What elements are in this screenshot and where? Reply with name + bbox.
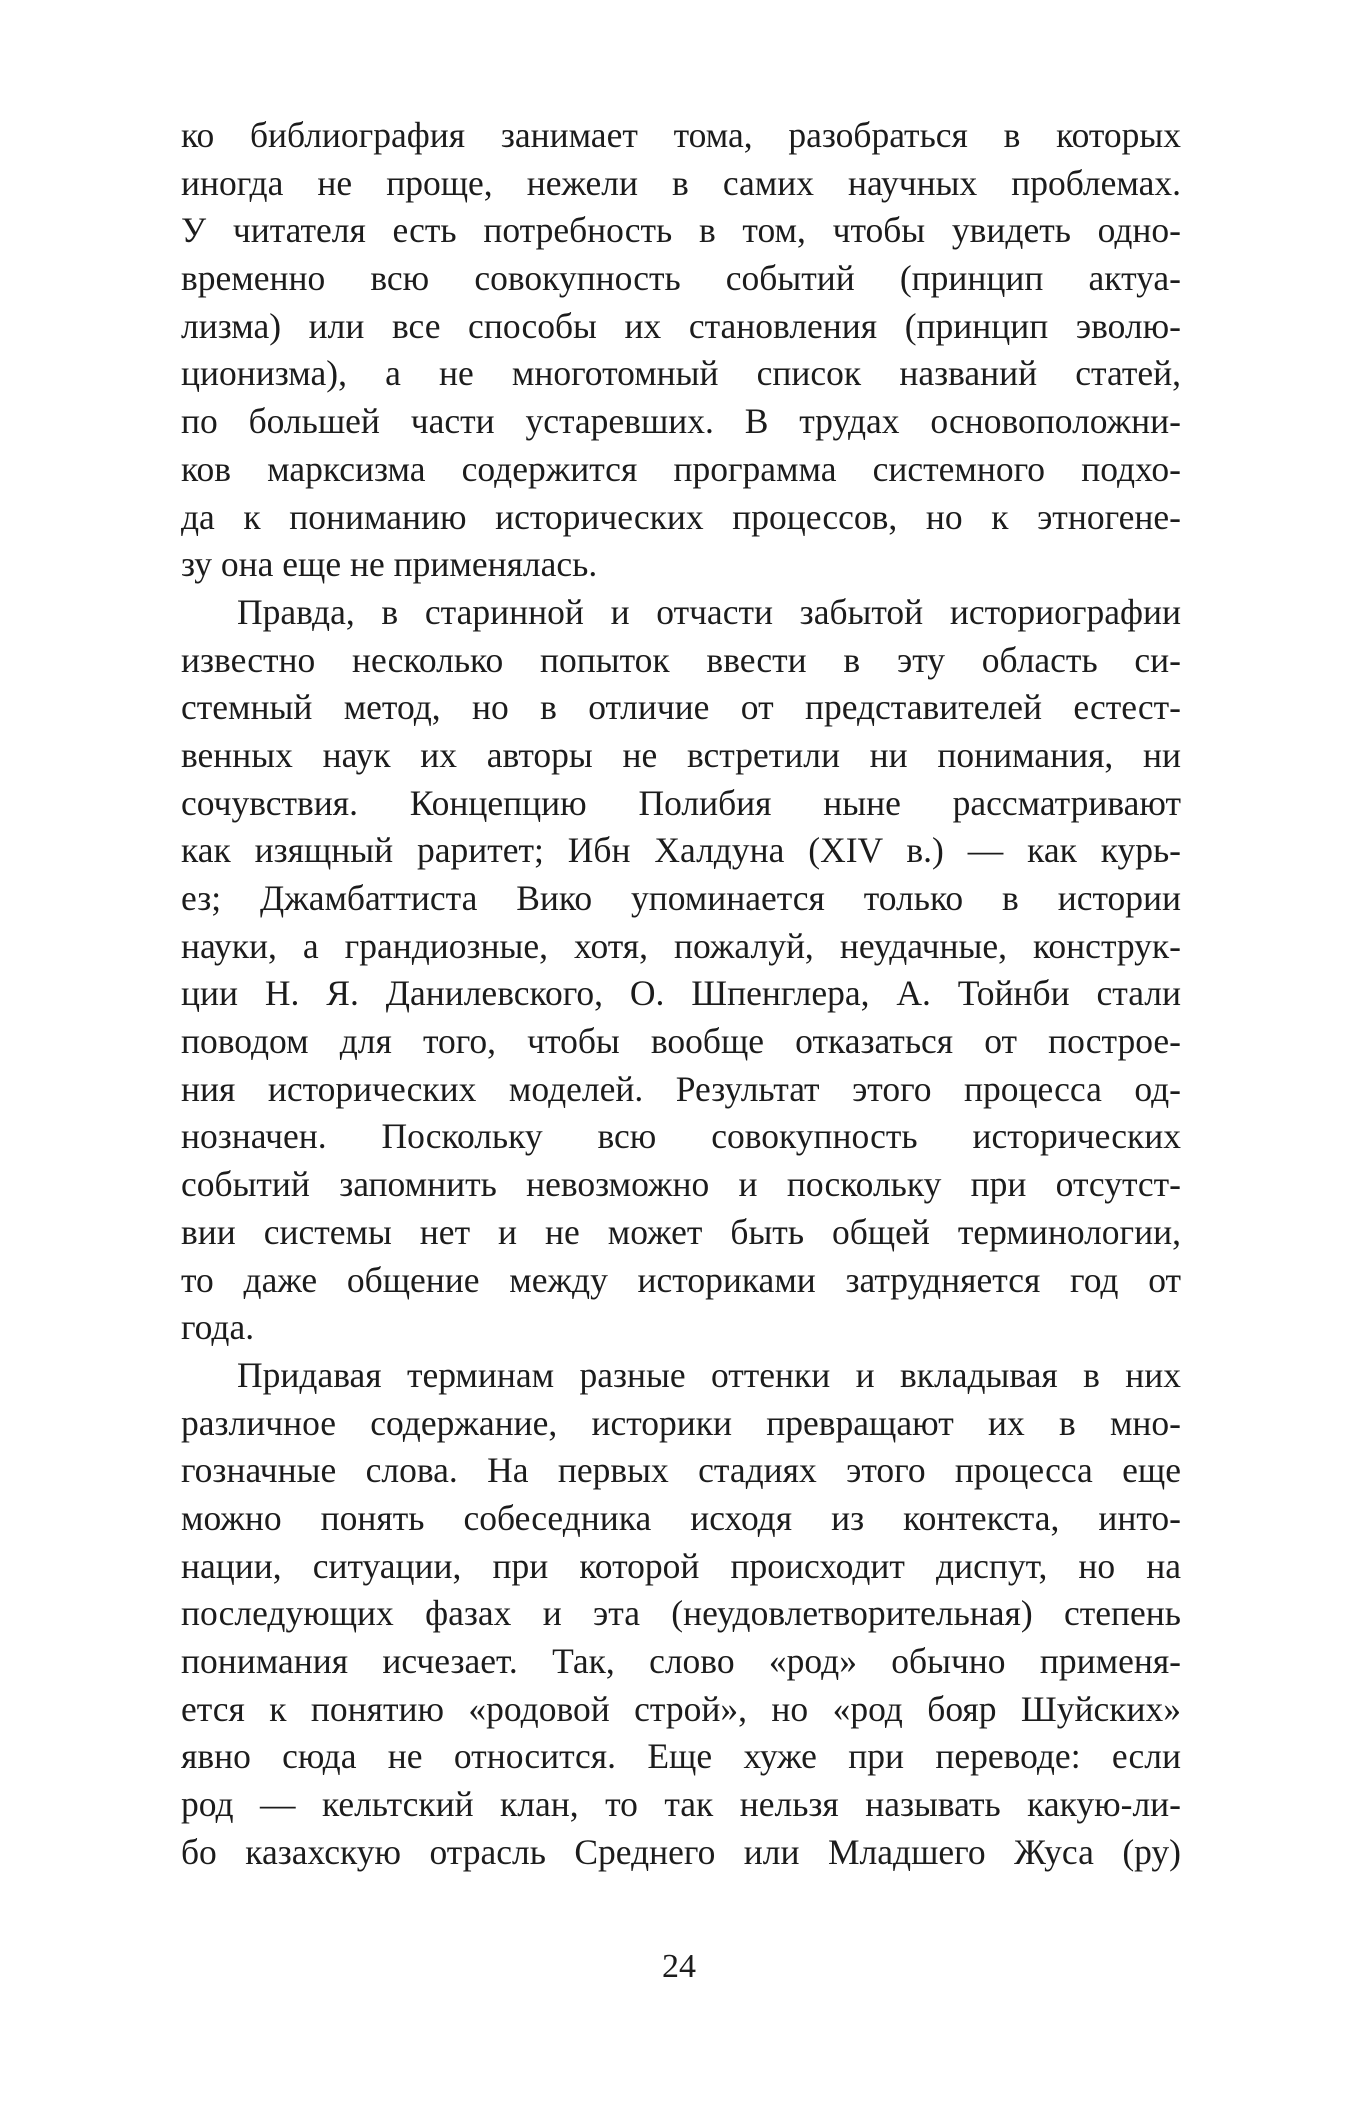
text-line: науки, а грандиозные, хотя, пожалуй, неудачные, конструк- — [181, 925, 1181, 966]
text-line: Придавая терминам разные оттенки и вкладывая в них — [237, 1354, 1181, 1395]
text-line: венных наук их авторы не встретили ни понимания, ни — [181, 734, 1181, 775]
text-line: нозначен. Поскольку всю совокупность исторических — [181, 1116, 1181, 1157]
text-line: года. — [181, 1307, 255, 1348]
text-line: гозначные слова. На первых стадиях этого процесса еще — [181, 1450, 1181, 1491]
text-line: можно понять собеседника исходя из контекста, инто- — [181, 1497, 1181, 1538]
body-text — [181, 112, 1181, 1876]
text-line: ков марксизма содержится программа системного подхо- — [181, 448, 1181, 489]
text-line: ния исторических моделей. Результат этого процесса од- — [181, 1068, 1181, 1109]
text-line: событий запомнить невозможно и поскольку при отсутст- — [181, 1164, 1181, 1205]
text-line: зу она еще не применялась. — [181, 544, 598, 585]
text-line: Правда, в старинной и отчасти забытой историографии — [237, 591, 1181, 632]
text-line: понимания исчезает. Так, слово «род» обычно применя- — [181, 1641, 1181, 1681]
text-line: ется к понятию «родовой строй», но «род бояр Шуйских» — [181, 1688, 1181, 1729]
text-line: ционизма), а не многотомный список названий статей, — [181, 353, 1181, 394]
text-line: известно несколько попыток ввести в эту область си- — [181, 639, 1181, 680]
page-number: 24 — [662, 1948, 696, 1985]
text-line: поводом для того, чтобы вообще отказаться от построе- — [181, 1021, 1181, 1062]
text-line: по большей части устаревших. В трудах основоположни- — [181, 401, 1181, 442]
text-line: бо казахскую отрасль Среднего или Младшего Жуса (ру) — [181, 1831, 1181, 1872]
text-line: ции Н. Я. Данилевского, О. Шпенглера, А. Тойнби стали — [181, 973, 1181, 1014]
text-line: ко библиография занимает тома, разобраться в которых — [181, 115, 1181, 155]
text-line: как изящный раритет; Ибн Халдуна (XIV в.) — как курь- — [181, 830, 1181, 871]
text-line: сочувствия. Концепцию Полибия ныне рассматривают — [181, 782, 1181, 823]
text-line: временно всю совокупность событий (принцип актуа- — [181, 258, 1181, 299]
text-line: нации, ситуации, при которой происходит диспут, но на — [181, 1545, 1181, 1586]
text-line: стемный метод, но в отличие от представителей естест- — [181, 687, 1181, 728]
text-line: явно сюда не относится. Еще хуже при переводе: если — [181, 1736, 1181, 1777]
text-line: вии системы нет и не может быть общей терминологии, — [181, 1211, 1181, 1252]
text-line: то даже общение между историками затрудняется год от — [181, 1259, 1181, 1300]
text-line: лизма) или все способы их становления (принцип эволю- — [181, 305, 1181, 346]
text-line: ез; Джамбаттиста Вико упоминается только в истории — [181, 878, 1181, 918]
text-line: различное содержание, историки превращают их в мно- — [181, 1402, 1181, 1443]
text-line: иногда не проще, нежели в самих научных проблемах. — [181, 162, 1181, 203]
text-line: да к пониманию исторических процессов, но к этногене- — [181, 496, 1181, 537]
text-line: последующих фазах и эта (неудовлетворительная) степень — [181, 1593, 1181, 1634]
text-line: У читателя есть потребность в том, чтобы увидеть одно- — [181, 210, 1181, 251]
text-line: род — кельтский клан, то так нельзя называть какую-ли- — [181, 1784, 1181, 1825]
